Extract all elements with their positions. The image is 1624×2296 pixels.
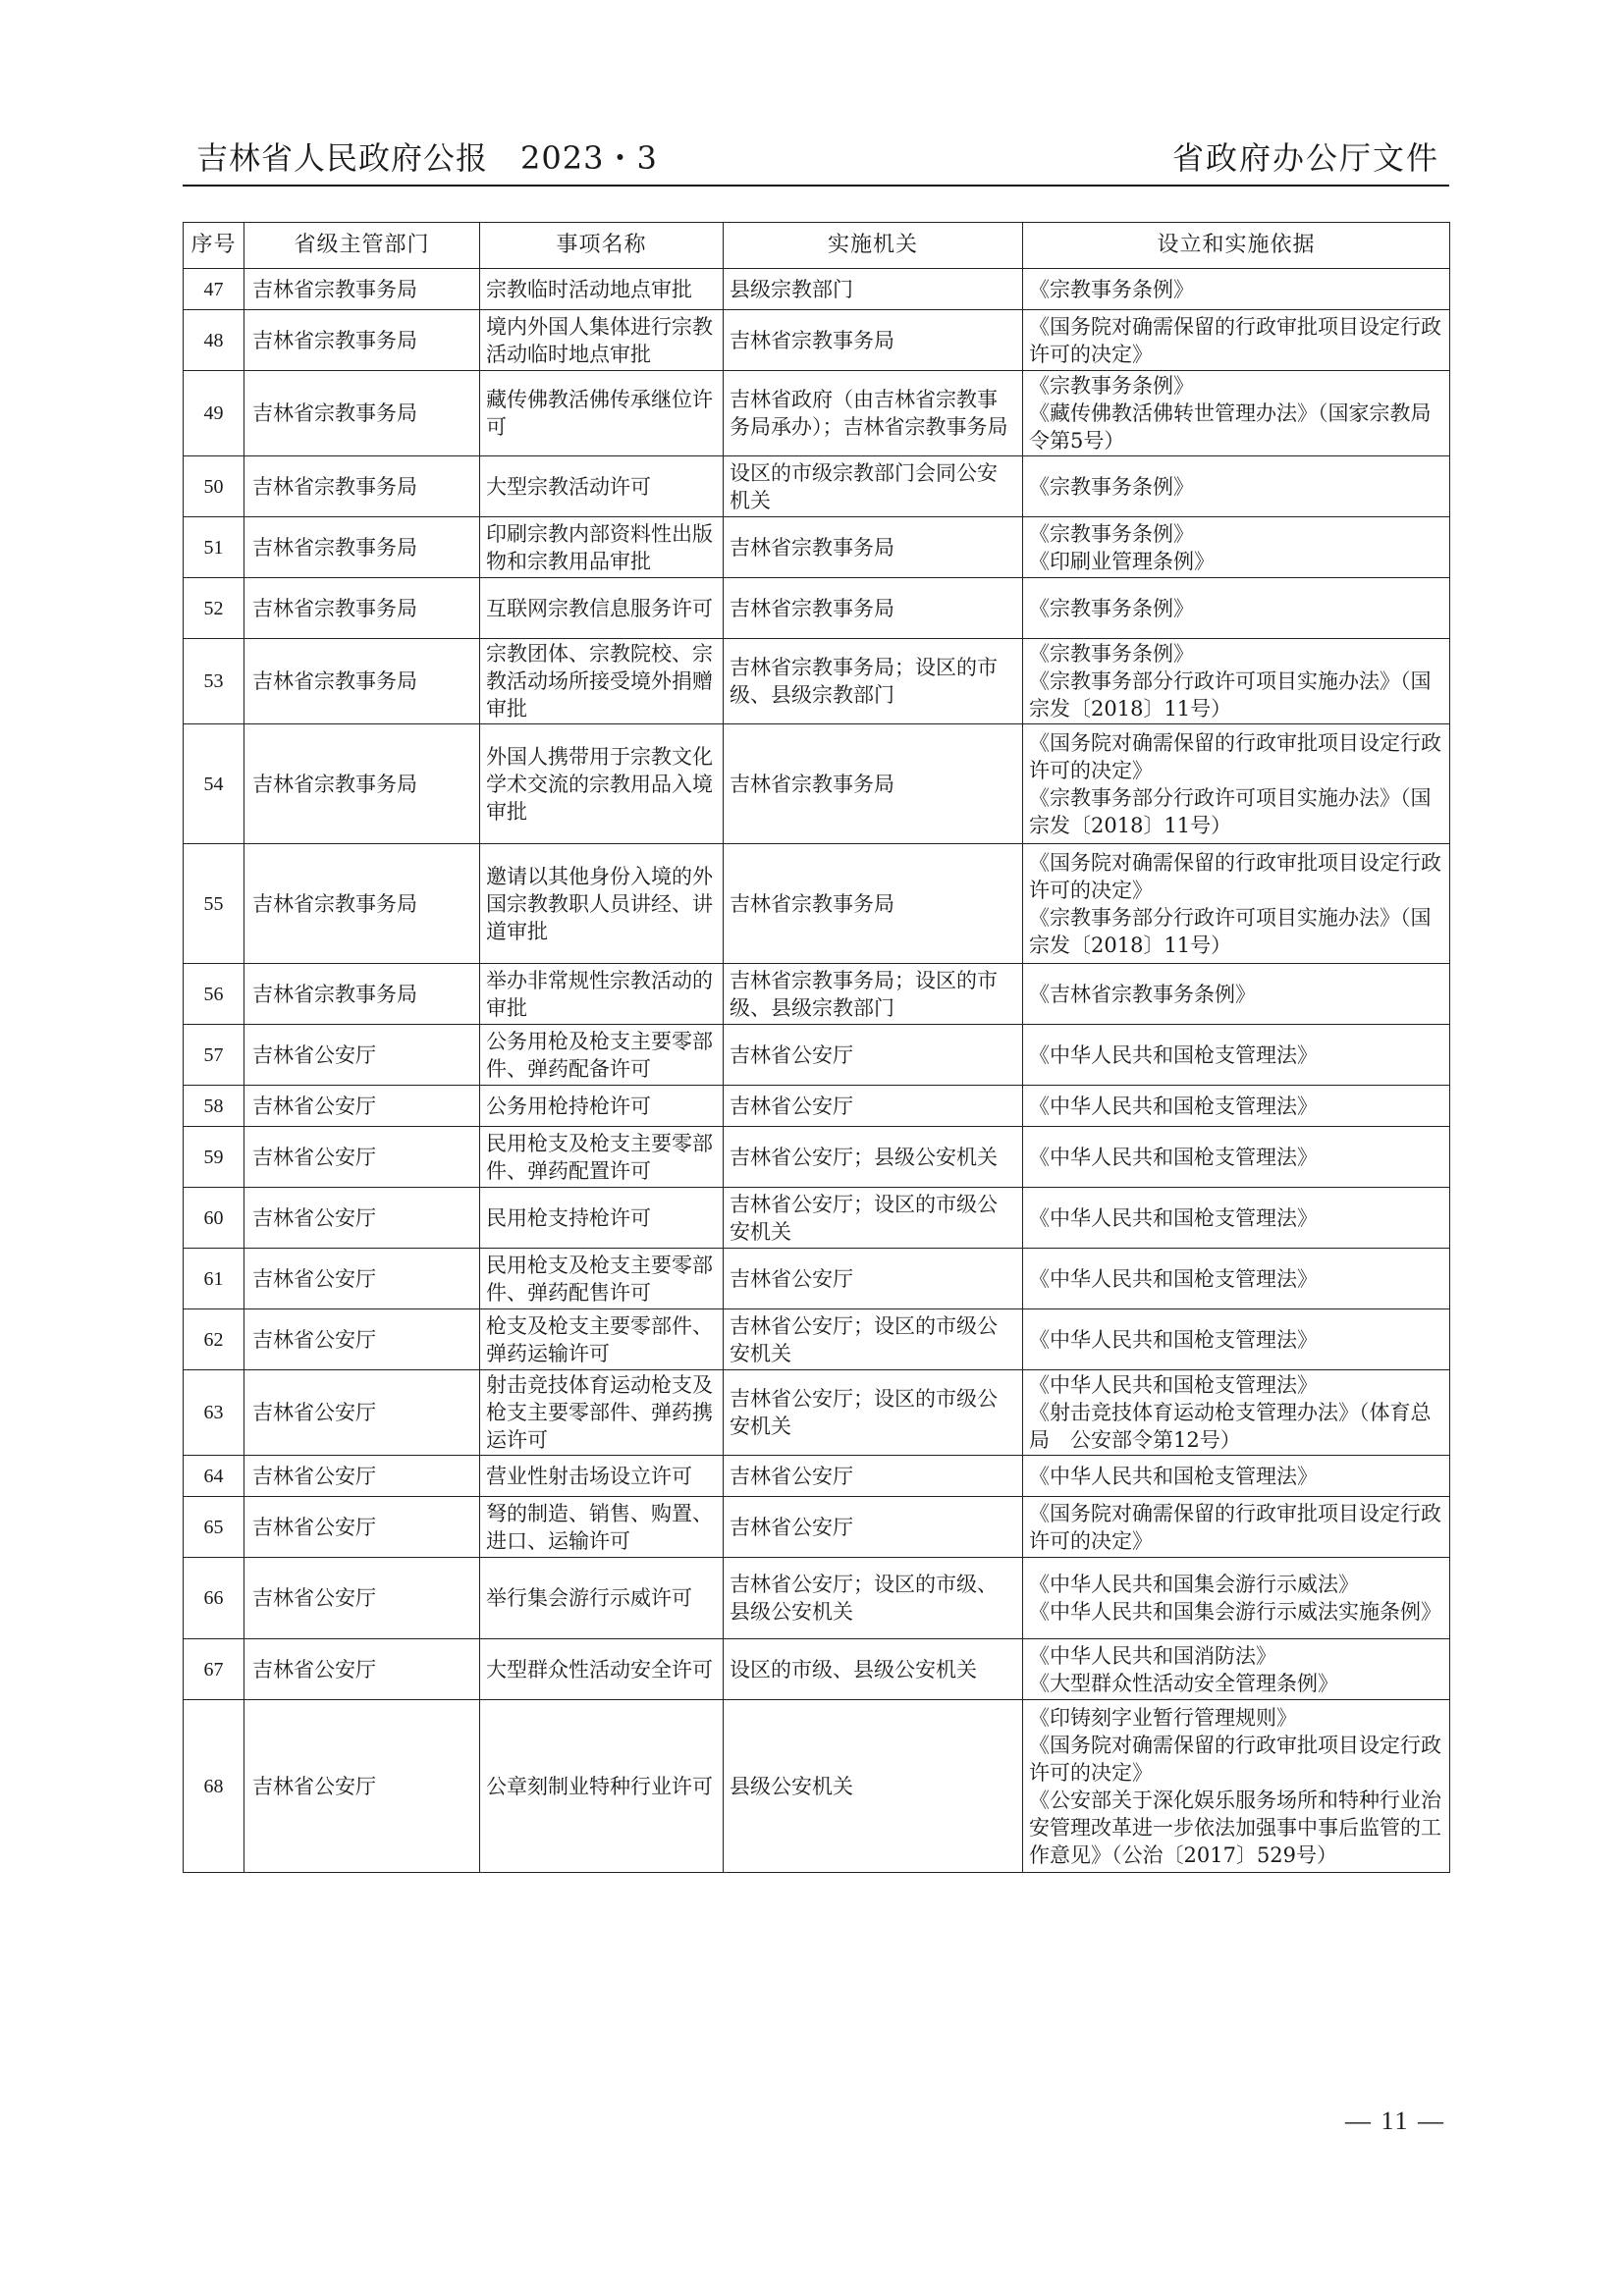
cell-item-name: 举行集会游行示威许可 xyxy=(480,1558,724,1639)
table-row xyxy=(184,724,1450,844)
basis-line: 《中华人民共和国集会游行示威法》 xyxy=(1029,1573,1359,1596)
cell-department: 吉林省宗教事务局 xyxy=(244,964,480,1025)
cell-legal-basis xyxy=(1023,1497,1450,1558)
basis-line: 《中华人民共和国枪支管理法》 xyxy=(1029,1145,1318,1169)
cell-implementing-org: 吉林省宗教事务局；设区的市级、县级宗教部门 xyxy=(724,964,1023,1025)
cell-legal-basis xyxy=(1023,1086,1450,1127)
table-row xyxy=(184,517,1450,578)
basis-line: 《宗教事务条例》 xyxy=(1029,521,1194,546)
basis-line: 《宗教事务部分行政许可项目实施办法》（国宗发〔2018〕11号） xyxy=(1029,905,1432,957)
cell-implementing-org: 设区的市级、县级公安机关 xyxy=(724,1639,1023,1700)
cell-item-name: 互联网宗教信息服务许可 xyxy=(480,578,724,639)
cell-legal-basis xyxy=(1023,578,1450,639)
cell-implementing-org: 县级宗教部门 xyxy=(724,269,1023,310)
cell-implementing-org: 吉林省公安厅；设区的市级公安机关 xyxy=(724,1370,1023,1456)
cell-implementing-org: 吉林省公安厅；县级公安机关 xyxy=(724,1127,1023,1188)
basis-line: 《公安部关于深化娱乐服务场所和特种行业治安管理改革进一步依法加强事中事后监管的工作意见》（公治〔2017〕529号） xyxy=(1029,1788,1441,1867)
basis-line: 《藏传佛教活佛转世管理办法》（国家宗教局令第5号） xyxy=(1029,401,1432,453)
cell-department: 吉林省宗教事务局 xyxy=(244,639,480,724)
cell-department: 吉林省宗教事务局 xyxy=(244,371,480,456)
table-row xyxy=(184,1456,1450,1497)
basis-line: 《中华人民共和国消防法》 xyxy=(1029,1643,1276,1668)
cell-item-name: 射击竞技体育运动枪支及枪支主要零部件、弹药携运许可 xyxy=(480,1370,724,1456)
col-header-no: 序号 xyxy=(184,223,244,269)
cell-department: 吉林省公安厅 xyxy=(244,1127,480,1188)
bulletin-title: 吉林省人民政府公报 2023・3 xyxy=(196,139,658,177)
col-header-org: 实施机关 xyxy=(724,223,1023,269)
table-row xyxy=(184,1127,1450,1188)
cell-serial-no: 63 xyxy=(184,1370,244,1456)
basis-line: 《中华人民共和国枪支管理法》 xyxy=(1029,1373,1318,1397)
section-title: 省政府办公厅文件 xyxy=(1171,139,1439,177)
cell-legal-basis xyxy=(1023,844,1450,964)
cell-implementing-org: 吉林省公安厅 xyxy=(724,1249,1023,1309)
cell-legal-basis xyxy=(1023,269,1450,310)
col-header-dept: 省级主管部门 xyxy=(244,223,480,269)
cell-implementing-org: 吉林省政府（由吉林省宗教事务局承办）；吉林省宗教事务局 xyxy=(724,371,1023,456)
cell-legal-basis xyxy=(1023,1639,1450,1700)
cell-item-name: 印刷宗教内部资料性出版物和宗教用品审批 xyxy=(480,517,724,578)
cell-implementing-org: 吉林省公安厅 xyxy=(724,1025,1023,1086)
cell-legal-basis xyxy=(1023,1309,1450,1370)
cell-department: 吉林省公安厅 xyxy=(244,1558,480,1639)
basis-line: 《印铸刻字业暂行管理规则》 xyxy=(1029,1705,1297,1730)
cell-serial-no: 54 xyxy=(184,724,244,844)
cell-implementing-org: 吉林省宗教事务局 xyxy=(724,310,1023,371)
cell-item-name: 宗教团体、宗教院校、宗教活动场所接受境外捐赠审批 xyxy=(480,639,724,724)
basis-line: 《国务院对确需保留的行政审批项目设定行政许可的决定》 xyxy=(1029,314,1441,366)
cell-implementing-org: 吉林省公安厅 xyxy=(724,1456,1023,1497)
cell-serial-no: 67 xyxy=(184,1639,244,1700)
cell-department: 吉林省公安厅 xyxy=(244,1086,480,1127)
cell-legal-basis xyxy=(1023,456,1450,517)
cell-department: 吉林省宗教事务局 xyxy=(244,310,480,371)
table-row xyxy=(184,844,1450,964)
basis-line: 《国务院对确需保留的行政审批项目设定行政许可的决定》 xyxy=(1029,1501,1441,1553)
cell-department: 吉林省宗教事务局 xyxy=(244,724,480,844)
cell-legal-basis xyxy=(1023,517,1450,578)
table-row xyxy=(184,1249,1450,1309)
cell-implementing-org: 县级公安机关 xyxy=(724,1700,1023,1873)
cell-legal-basis xyxy=(1023,1249,1450,1309)
cell-legal-basis xyxy=(1023,371,1450,456)
basis-line: 《宗教事务条例》 xyxy=(1029,642,1194,666)
cell-department: 吉林省宗教事务局 xyxy=(244,456,480,517)
cell-serial-no: 48 xyxy=(184,310,244,371)
basis-line: 《宗教事务条例》 xyxy=(1029,277,1194,301)
cell-item-name: 公章刻制业特种行业许可 xyxy=(480,1700,724,1873)
cell-legal-basis xyxy=(1023,1456,1450,1497)
cell-legal-basis xyxy=(1023,1188,1450,1249)
page-number: — 11 — xyxy=(1344,2107,1445,2135)
cell-legal-basis xyxy=(1023,964,1450,1025)
cell-serial-no: 68 xyxy=(184,1700,244,1873)
basis-line: 《宗教事务条例》 xyxy=(1029,474,1194,499)
cell-implementing-org: 吉林省公安厅 xyxy=(724,1086,1023,1127)
cell-item-name: 民用枪支持枪许可 xyxy=(480,1188,724,1249)
cell-implementing-org: 吉林省宗教事务局 xyxy=(724,517,1023,578)
cell-serial-no: 50 xyxy=(184,456,244,517)
col-header-item: 事项名称 xyxy=(480,223,724,269)
cell-serial-no: 62 xyxy=(184,1309,244,1370)
basis-line: 《中华人民共和国枪支管理法》 xyxy=(1029,1464,1318,1488)
approval-items-table xyxy=(183,222,1450,1873)
cell-serial-no: 58 xyxy=(184,1086,244,1127)
basis-line: 《宗教事务部分行政许可项目实施办法》（国宗发〔2018〕11号） xyxy=(1029,669,1432,721)
basis-line: 《中华人民共和国枪支管理法》 xyxy=(1029,1266,1318,1291)
header-rule xyxy=(183,185,1449,187)
cell-department: 吉林省宗教事务局 xyxy=(244,269,480,310)
cell-serial-no: 60 xyxy=(184,1188,244,1249)
cell-legal-basis xyxy=(1023,1127,1450,1188)
basis-line: 《宗教事务条例》 xyxy=(1029,596,1194,620)
cell-serial-no: 65 xyxy=(184,1497,244,1558)
cell-implementing-org: 吉林省宗教事务局 xyxy=(724,578,1023,639)
cell-department: 吉林省公安厅 xyxy=(244,1639,480,1700)
cell-legal-basis xyxy=(1023,1700,1450,1873)
basis-line: 《中华人民共和国枪支管理法》 xyxy=(1029,1205,1318,1230)
cell-serial-no: 55 xyxy=(184,844,244,964)
basis-line: 《印刷业管理条例》 xyxy=(1029,549,1215,573)
cell-item-name: 大型群众性活动安全许可 xyxy=(480,1639,724,1700)
table-row xyxy=(184,1700,1450,1873)
basis-line: 《中华人民共和国枪支管理法》 xyxy=(1029,1042,1318,1067)
basis-line: 《宗教事务条例》 xyxy=(1029,374,1194,398)
basis-line: 《宗教事务部分行政许可项目实施办法》（国宗发〔2018〕11号） xyxy=(1029,785,1432,837)
cell-item-name: 举办非常规性宗教活动的审批 xyxy=(480,964,724,1025)
cell-item-name: 弩的制造、销售、购置、进口、运输许可 xyxy=(480,1497,724,1558)
table-row xyxy=(184,1188,1450,1249)
cell-department: 吉林省宗教事务局 xyxy=(244,578,480,639)
table-row xyxy=(184,1497,1450,1558)
cell-serial-no: 52 xyxy=(184,578,244,639)
cell-department: 吉林省公安厅 xyxy=(244,1188,480,1249)
basis-line: 《国务院对确需保留的行政审批项目设定行政许可的决定》 xyxy=(1029,730,1441,782)
table-row xyxy=(184,1639,1450,1700)
cell-legal-basis xyxy=(1023,724,1450,844)
table-row xyxy=(184,1025,1450,1086)
cell-serial-no: 53 xyxy=(184,639,244,724)
col-header-basis: 设立和实施依据 xyxy=(1023,223,1450,269)
table-row xyxy=(184,1309,1450,1370)
cell-implementing-org: 吉林省公安厅 xyxy=(724,1497,1023,1558)
cell-legal-basis xyxy=(1023,1558,1450,1639)
cell-item-name: 外国人携带用于宗教文化学术交流的宗教用品入境审批 xyxy=(480,724,724,844)
cell-implementing-org: 吉林省公安厅；设区的市级、县级公安机关 xyxy=(724,1558,1023,1639)
page-header xyxy=(183,130,1449,185)
cell-department: 吉林省公安厅 xyxy=(244,1497,480,1558)
cell-item-name: 公务用枪持枪许可 xyxy=(480,1086,724,1127)
cell-legal-basis xyxy=(1023,310,1450,371)
cell-legal-basis xyxy=(1023,639,1450,724)
cell-serial-no: 56 xyxy=(184,964,244,1025)
table-row xyxy=(184,456,1450,517)
cell-implementing-org: 设区的市级宗教部门会同公安机关 xyxy=(724,456,1023,517)
cell-serial-no: 51 xyxy=(184,517,244,578)
cell-serial-no: 66 xyxy=(184,1558,244,1639)
table-row xyxy=(184,578,1450,639)
cell-department: 吉林省公安厅 xyxy=(244,1249,480,1309)
table-header-row xyxy=(184,223,1450,269)
table-row xyxy=(184,639,1450,724)
cell-department: 吉林省公安厅 xyxy=(244,1025,480,1086)
cell-item-name: 民用枪支及枪支主要零部件、弹药配置许可 xyxy=(480,1127,724,1188)
basis-line: 《吉林省宗教事务条例》 xyxy=(1029,982,1256,1006)
cell-department: 吉林省公安厅 xyxy=(244,1700,480,1873)
basis-line: 《射击竞技体育运动枪支管理办法》（体育总局 公安部令第12号） xyxy=(1029,1401,1432,1452)
cell-item-name: 公务用枪及枪支主要零部件、弹药配备许可 xyxy=(480,1025,724,1086)
cell-item-name: 大型宗教活动许可 xyxy=(480,456,724,517)
cell-legal-basis xyxy=(1023,1025,1450,1086)
table-row xyxy=(184,1558,1450,1639)
cell-implementing-org: 吉林省宗教事务局 xyxy=(724,724,1023,844)
cell-serial-no: 47 xyxy=(184,269,244,310)
cell-item-name: 枪支及枪支主要零部件、弹药运输许可 xyxy=(480,1309,724,1370)
cell-department: 吉林省宗教事务局 xyxy=(244,517,480,578)
cell-implementing-org: 吉林省公安厅；设区的市级公安机关 xyxy=(724,1309,1023,1370)
basis-line: 《国务院对确需保留的行政审批项目设定行政许可的决定》 xyxy=(1029,1733,1441,1785)
cell-serial-no: 59 xyxy=(184,1127,244,1188)
cell-item-name: 营业性射击场设立许可 xyxy=(480,1456,724,1497)
cell-item-name: 藏传佛教活佛传承继位许可 xyxy=(480,371,724,456)
cell-serial-no: 57 xyxy=(184,1025,244,1086)
basis-line: 《大型群众性活动安全管理条例》 xyxy=(1029,1671,1338,1695)
table-row xyxy=(184,310,1450,371)
cell-item-name: 邀请以其他身份入境的外国宗教教职人员讲经、讲道审批 xyxy=(480,844,724,964)
cell-legal-basis xyxy=(1023,1370,1450,1456)
table-row xyxy=(184,1370,1450,1456)
table-row xyxy=(184,269,1450,310)
cell-serial-no: 61 xyxy=(184,1249,244,1309)
table-row xyxy=(184,964,1450,1025)
cell-implementing-org: 吉林省宗教事务局；设区的市级、县级宗教部门 xyxy=(724,639,1023,724)
cell-implementing-org: 吉林省公安厅；设区的市级公安机关 xyxy=(724,1188,1023,1249)
cell-department: 吉林省公安厅 xyxy=(244,1456,480,1497)
cell-department: 吉林省宗教事务局 xyxy=(244,844,480,964)
cell-department: 吉林省公安厅 xyxy=(244,1370,480,1456)
cell-serial-no: 64 xyxy=(184,1456,244,1497)
cell-serial-no: 49 xyxy=(184,371,244,456)
cell-item-name: 宗教临时活动地点审批 xyxy=(480,269,724,310)
cell-implementing-org: 吉林省宗教事务局 xyxy=(724,844,1023,964)
basis-line: 《国务院对确需保留的行政审批项目设定行政许可的决定》 xyxy=(1029,850,1441,902)
cell-department: 吉林省公安厅 xyxy=(244,1309,480,1370)
basis-line: 《中华人民共和国枪支管理法》 xyxy=(1029,1094,1318,1118)
table-row xyxy=(184,1086,1450,1127)
basis-line: 《中华人民共和国集会游行示威法实施条例》 xyxy=(1029,1600,1441,1624)
basis-line: 《中华人民共和国枪支管理法》 xyxy=(1029,1327,1318,1352)
cell-item-name: 民用枪支及枪支主要零部件、弹药配售许可 xyxy=(480,1249,724,1309)
cell-item-name: 境内外国人集体进行宗教活动临时地点审批 xyxy=(480,310,724,371)
table-row xyxy=(184,371,1450,456)
